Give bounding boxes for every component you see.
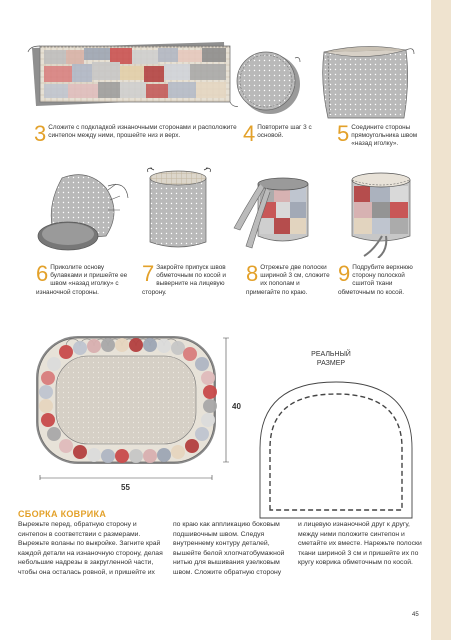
step4-illustration	[232, 48, 302, 118]
step-5-number: 5	[337, 121, 350, 146]
step-8-text: Отрежьте две полоски шириной 3 см, сложите их пополам и примегайте по краю.	[246, 264, 330, 296]
step-6-text: Приколите основу булавками и пришейте ее швом «назад иголку» с изнаночной стороны.	[36, 264, 128, 296]
step-9-text: Подрубите верхнюю сторону полоской сшитой ткани обметочным по косой.	[338, 264, 413, 296]
step-7-number: 7	[142, 261, 155, 286]
step-6	[36, 261, 134, 297]
step-9	[338, 261, 428, 297]
step-3-number: 3	[34, 121, 47, 146]
mat-width-label: 55	[121, 483, 130, 492]
step-8-number: 8	[246, 261, 259, 286]
step-7	[142, 261, 236, 297]
step9-illustration	[338, 166, 424, 258]
pattern-title: РЕАЛЬНЫЙ РАЗМЕР	[311, 351, 351, 367]
step3-illustration	[18, 38, 238, 120]
section-title: СБОРКА КОВРИКА	[18, 509, 107, 519]
step-5-text: Соедините стороны прямоугольника швом «назад иголку».	[351, 124, 418, 148]
page-side-strip	[431, 0, 451, 640]
step-4-number: 4	[243, 121, 256, 146]
step-6-number: 6	[36, 261, 49, 286]
step8-illustration	[226, 166, 326, 258]
mat-height-label: 40	[232, 402, 241, 411]
step-3-text: Сложите с подкладкой изнаночными сторонами и расположите синтепон между ними, прошейте низ и верх.	[48, 124, 237, 140]
ruffle-pattern	[256, 378, 416, 522]
paragraph-col-1: Вырежьте перед, обратную сторону и синтепон в соответствии с размерами. Вырежьте воланы по выкройке. Загните край каждой детали на изнаночную сторону, делая небольшие надрезы в закругленной части, чтобы она осталась ровной, и пришейте их	[18, 521, 163, 576]
step-7-text: Закройте припуск швов обметочным по косой и выверните на лицевую сторону.	[142, 264, 226, 296]
paragraph-col-2: по краю как аппликацию боковым подшивочным швом. Следуя внутреннему контуру деталей, вышейте белой хлопчатобумажной нитью для вышивания узелковым швом. Сложите обратную сторону	[173, 521, 285, 576]
step-4-text: Повторите шаг 3 с основой.	[257, 124, 312, 140]
page-number: 45	[412, 612, 419, 618]
step5-illustration	[318, 42, 418, 120]
step6-illustration	[36, 170, 136, 254]
step7-illustration	[144, 166, 214, 252]
step-5	[337, 121, 425, 149]
paragraph-col-3: и лицевую изнаночной друг к другу, между ними положите синтепон и сметайте их вместе. Нарежьте полоски ткани шириной 3 см и пришейте их по кругу коврика обметочным по косой.	[298, 521, 422, 567]
mat-illustration	[26, 330, 248, 480]
step-4	[243, 121, 325, 146]
step-8	[246, 261, 334, 297]
step-9-number: 9	[338, 261, 351, 286]
step-3	[34, 121, 240, 146]
